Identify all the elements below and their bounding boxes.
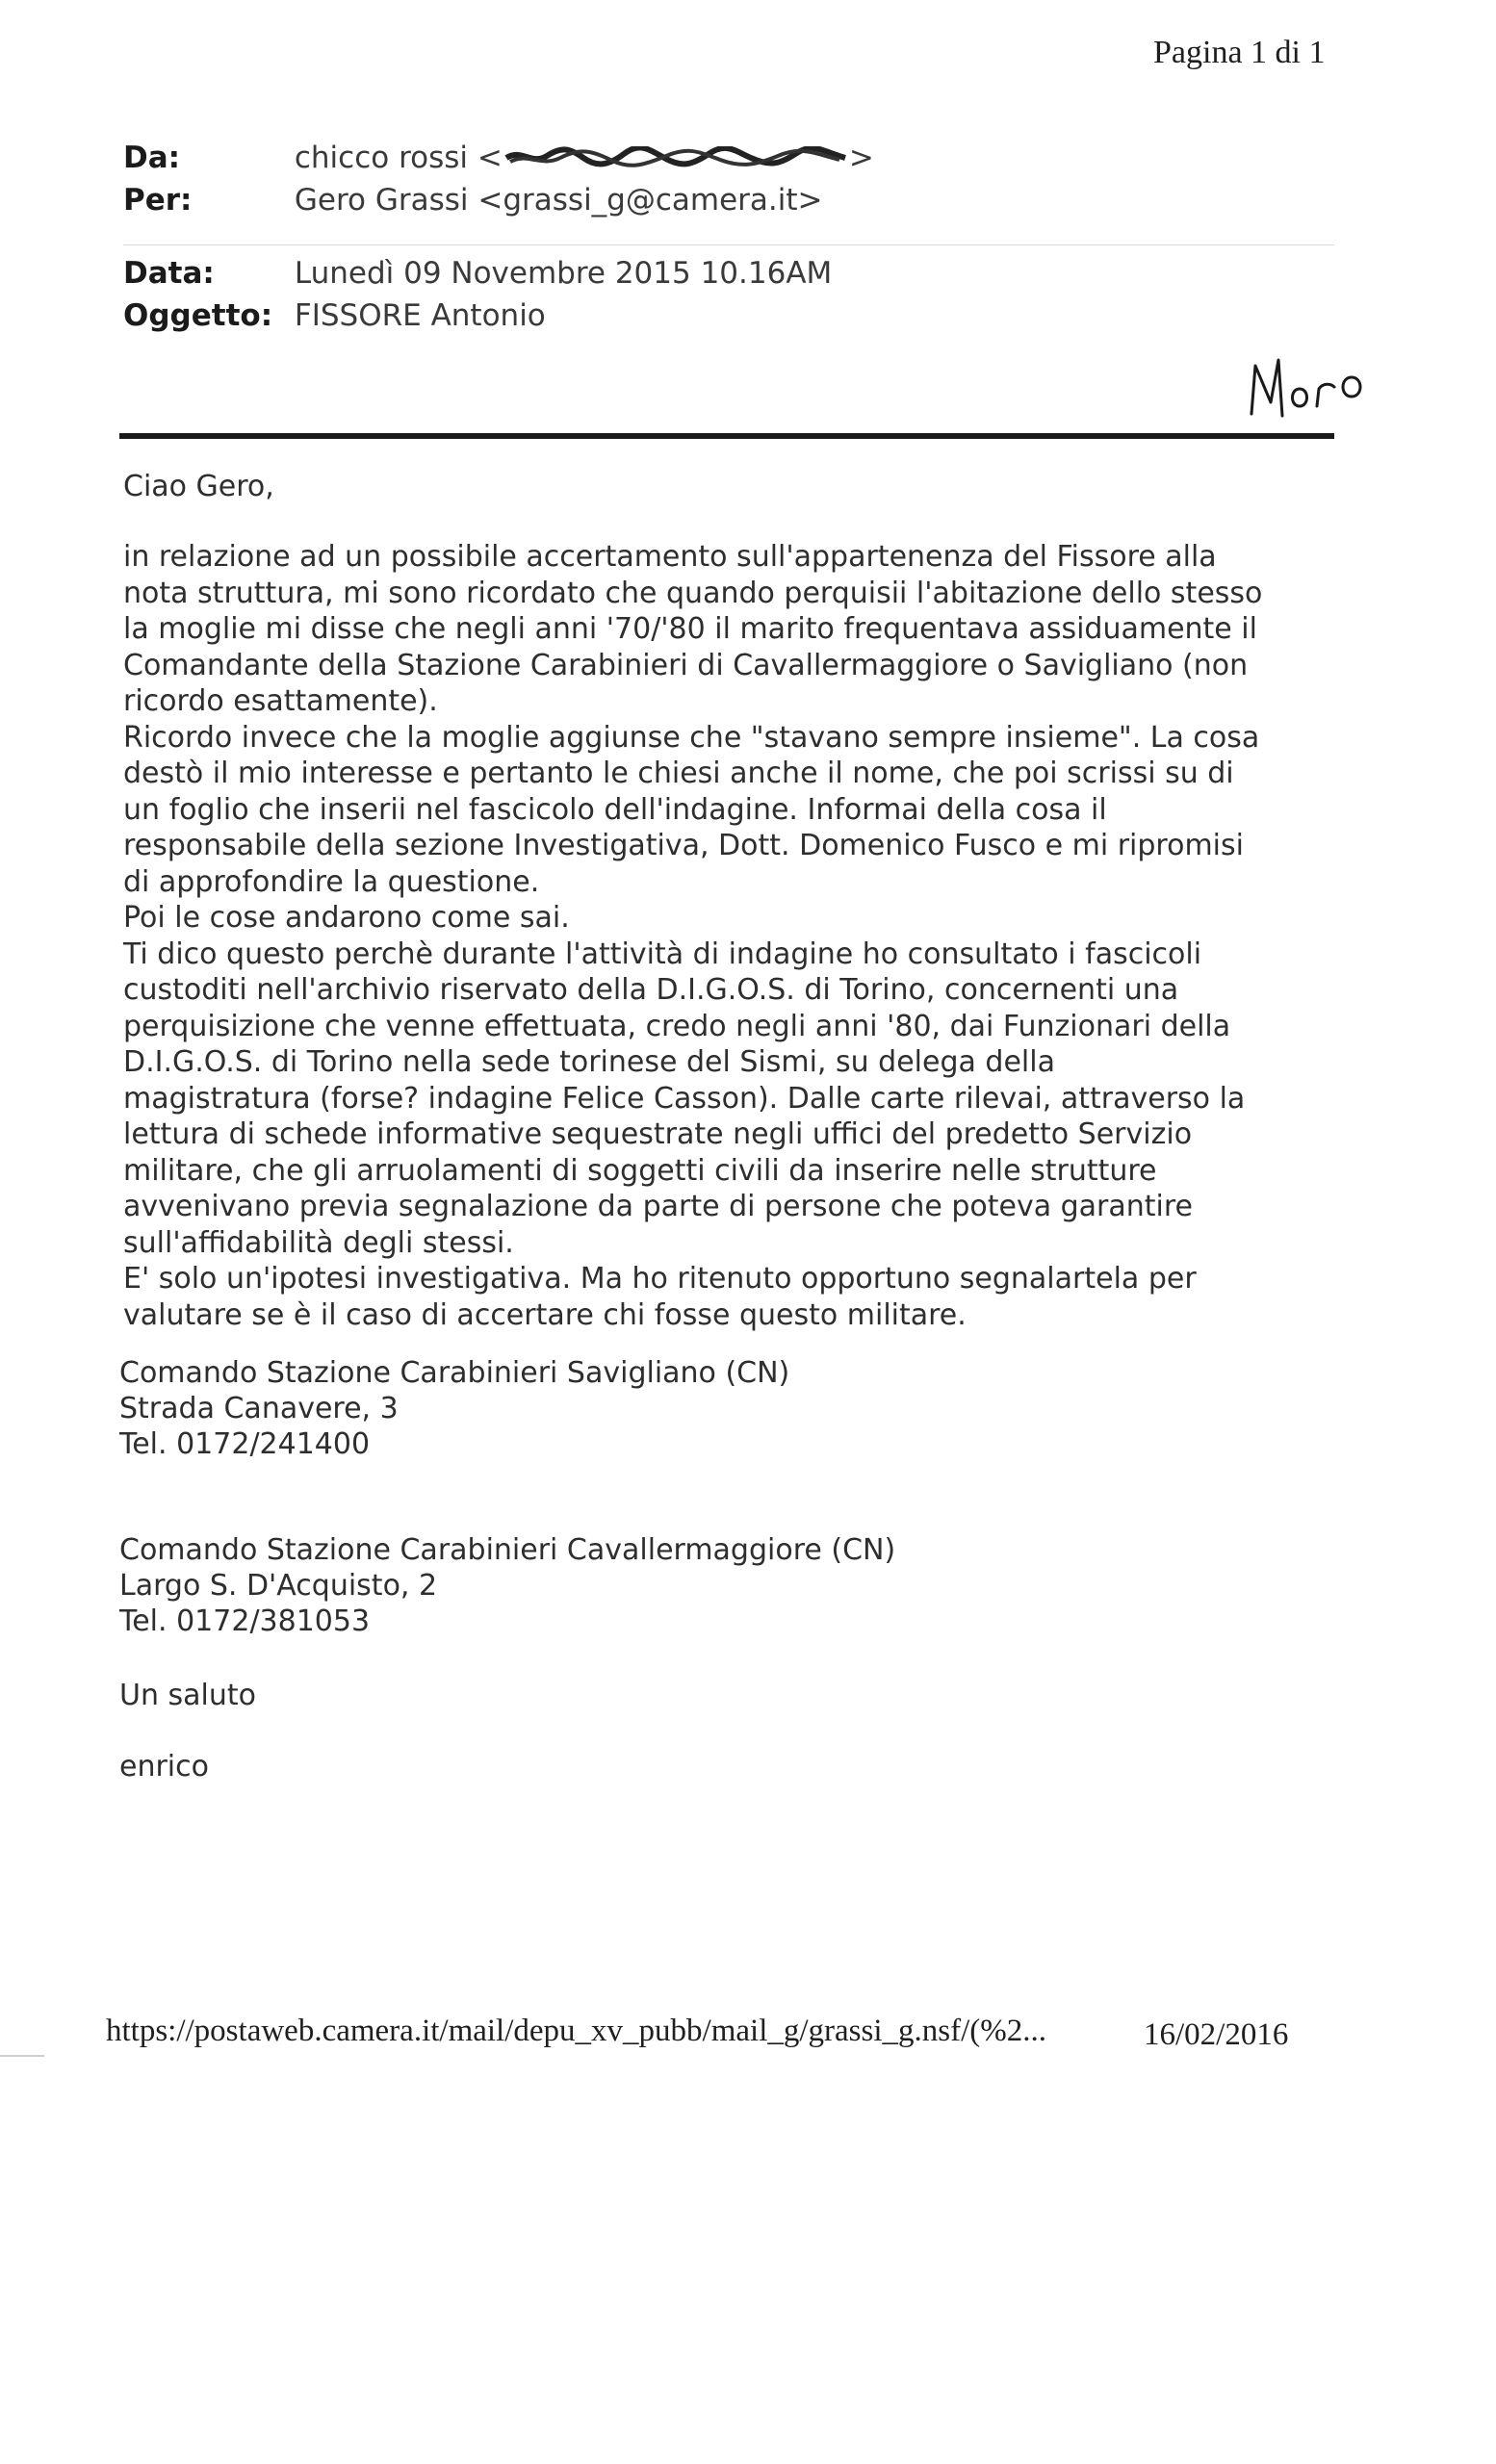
from-value-text: chicco rossi < [294, 141, 503, 175]
paragraph-line: un foglio che inserii nel fascicolo dell'indagine. Informai della cosa il [123, 792, 1107, 827]
paragraph-line: la moglie mi disse che negli anni '70/'80 il marito frequentava assiduamente il [123, 612, 1257, 646]
date-value: Lunedì 09 Novembre 2015 10.16AM [294, 256, 833, 291]
from-value [295, 141, 874, 175]
footer-url: https://postaweb.camera.it/mail/depu_xv_pubb/mail_g/grassi_g.nsf/(%2... [106, 2014, 1046, 2048]
paragraph-line: di approfondire la questione. [123, 864, 540, 899]
paragraph-line: sull'affidabilità degli stessi. [123, 1225, 514, 1260]
paragraph-line: valutare se è il caso di accertare chi fosse questo militare. [123, 1297, 967, 1332]
paragraph-line: avvenivano previa segnalazione da parte di persone che poteva garantire [123, 1190, 1194, 1223]
paragraph-line: Comandante della Stazione Carabinieri di Cavallermaggiore o Savigliano (non [123, 648, 1249, 682]
paragraph-line: lettura di schede informative sequestrate negli uffici del predetto Servizio [123, 1117, 1193, 1151]
address-savigliano [119, 1355, 789, 1462]
redacted-email-scribble [503, 146, 849, 167]
body-divider [119, 433, 1334, 439]
address-name: Comando Stazione Carabinieri Cavallermaggiore (CN) [119, 1533, 896, 1567]
to-value: Gero Grassi <grassi_g@camera.it> [294, 183, 823, 218]
paragraph-line: militare, che gli arruolamenti di soggetti civili da inserire nelle strutture [123, 1153, 1157, 1188]
paragraph-line: perquisizione che venne effettuata, credo negli anni '80, dai Funzionari della [123, 1009, 1231, 1043]
signature: enrico [119, 1750, 209, 1784]
address-name: Comando Stazione Carabinieri Savigliano (CN) [119, 1356, 790, 1390]
date-label: Data: [123, 256, 215, 291]
paragraph-line: Ti dico questo perchè durante l'attività di indagine ho consultato i fascicoli [123, 937, 1202, 971]
paragraph-line: in relazione ad un possibile accertamento sull'appartenenza del Fissore alla [123, 540, 1217, 574]
from-row [123, 141, 874, 175]
from-label: Da: [123, 141, 181, 175]
paragraph-line: nota struttura, mi sono ricordato che quando perquisii l'abitazione dello stesso [123, 576, 1263, 610]
closing: Un saluto [119, 1679, 256, 1712]
address-phone: Tel. 0172/381053 [119, 1604, 371, 1638]
paragraph-line: E' solo un'ipotesi investigativa. Ma ho ritenuto opportuno segnalartela per [123, 1262, 1197, 1296]
paragraph-line: destò il mio interesse e pertanto le chiesi anche il nome, che poi scrissi su di [123, 757, 1234, 790]
subject-value: FISSORE Antonio [294, 298, 546, 333]
address-street: Largo S. D'Acquisto, 2 [119, 1569, 438, 1603]
subject-row [123, 298, 546, 333]
greeting: Ciao Gero, [123, 470, 274, 503]
message-paragraph [123, 539, 1262, 1333]
paragraph-line: ricordo esattamente). [123, 684, 438, 718]
page-counter: Pagina 1 di 1 [1153, 35, 1326, 70]
handwritten-note [1244, 346, 1379, 424]
paragraph-line: custoditi nell'archivio riservato della D.I.G.O.S. di Torino, concernenti una [123, 973, 1179, 1007]
header-divider [123, 244, 1334, 245]
scan-artifact-line [0, 2055, 44, 2057]
paragraph-line: responsabile della sezione Investigativa, Dott. Domenico Fusco e mi ripromisi [123, 829, 1244, 862]
paragraph-line: Poi le cose andarono come sai. [123, 901, 570, 935]
address-street: Strada Canavere, 3 [119, 1392, 399, 1425]
footer-date: 16/02/2016 [1144, 2017, 1289, 2052]
address-phone: Tel. 0172/241400 [119, 1427, 371, 1461]
paragraph-line: magistratura (forse? indagine Felice Casson). Dalle carte rilevai, attraverso la [123, 1081, 1246, 1116]
paragraph-line: Ricordo invece che la moglie aggiunse che "stavano sempre insieme". La cosa [123, 720, 1260, 755]
to-row [123, 183, 823, 218]
date-row [123, 256, 832, 291]
to-label: Per: [123, 183, 193, 218]
subject-label: Oggetto: [123, 298, 273, 333]
address-cavallermaggiore [119, 1532, 895, 1639]
paragraph-line: D.I.G.O.S. di Torino nella sede torinese del Sismi, su delega della [123, 1045, 1055, 1079]
from-value-end: > [848, 141, 874, 175]
